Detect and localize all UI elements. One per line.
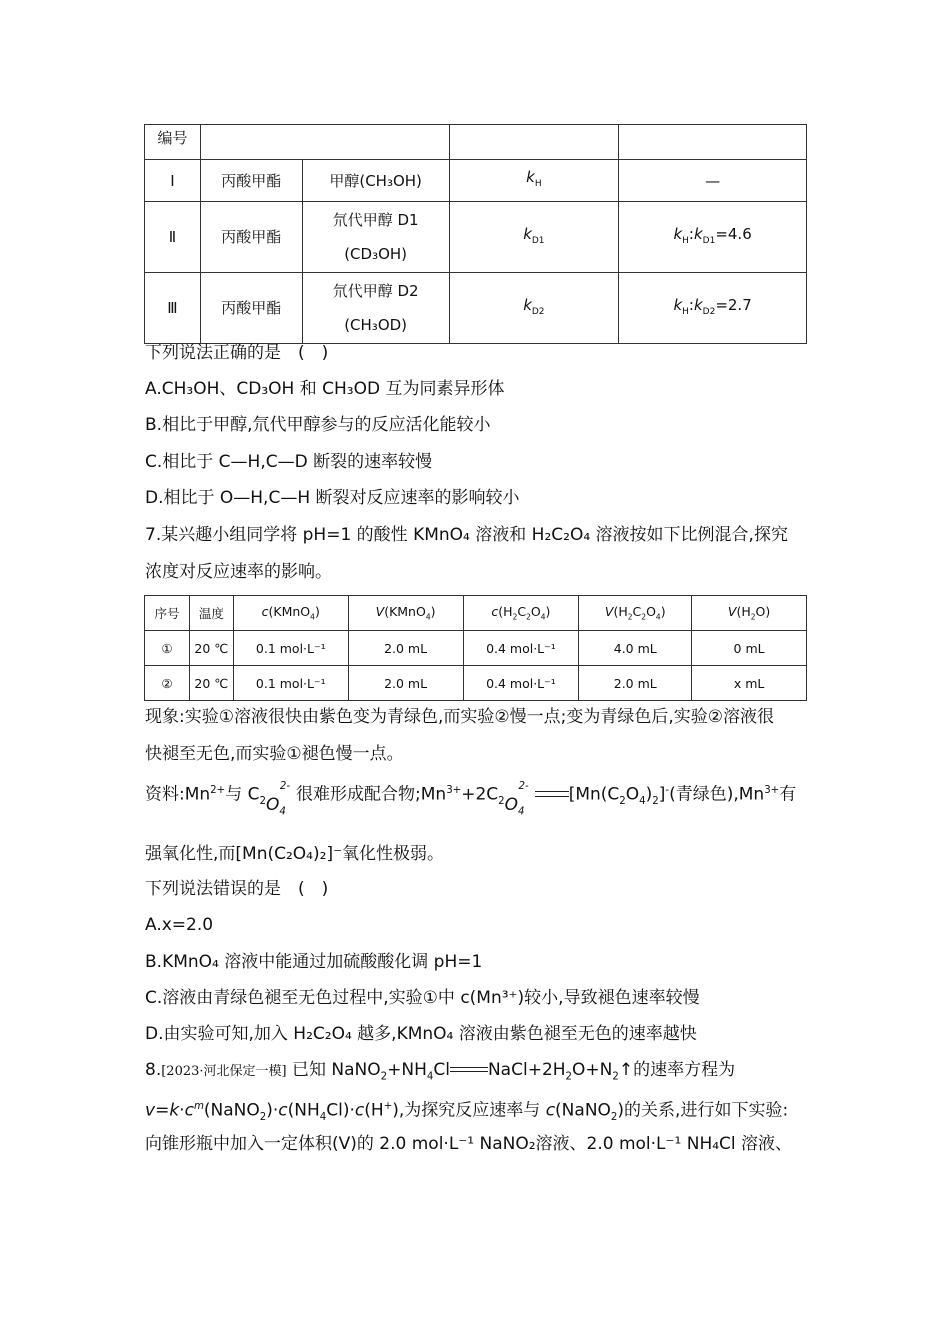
table1-cell: 丙酸甲酯: [200, 160, 302, 202]
table1-cell-text: 氘代甲醇 D1: [332, 211, 419, 229]
q6-option-a: A.CH₃OH、CD₃OH 和 CH₃OD 互为同素异形体: [145, 379, 505, 399]
table1-cell-text: 氘代甲醇 D2: [332, 282, 419, 300]
table2-cell: 20 ℃: [189, 666, 233, 701]
reaction-equals-sign: [450, 1065, 488, 1075]
q8-stem-line2: $v=k\cdot c^m(NaNO_2)\cdot c(NH_4Cl)\cdot c(H^+)$,为探究反应速率与 c(NaNO$_2$)的关系,进行如下实验:: [145, 1100, 789, 1124]
q8-stem-line1: 8.[2023·河北保定一模] 已知 $NaNO_2+NH_4Cl$ $NaCl+2H_2O+N_2↑$的速率方程为: [145, 1060, 736, 1083]
table2-cell: 0.1 mol·L⁻¹: [233, 631, 348, 666]
table2-header-c-kmno4: c(KMnO$_4$): [233, 596, 348, 631]
table1-cell: Ⅱ: [145, 202, 201, 273]
q7-option-b: B.KMnO₄ 溶液中能通过加硫酸酸化调 pH=1: [145, 952, 483, 972]
q7-option-c: C.溶液由青绿色褪至无色过程中,实验①中 c(Mn³⁺)较小,导致褪色速率较慢: [145, 988, 700, 1008]
q6-option-d: D.相比于 O—H,C—H 断裂对反应速率的影响较小: [145, 488, 520, 508]
table2-header-v-kmno4: V(KMnO$_4$): [348, 596, 463, 631]
experiment-table: [144, 595, 807, 701]
isotope-rate-table: [144, 124, 807, 344]
table1-cell: 丙酸甲酯: [200, 202, 302, 273]
table1-cell-text: (CD₃OH): [344, 245, 408, 263]
table1-cell-kd1: $k_{D1}$: [449, 202, 619, 273]
q7-stem: 下列说法错误的是 ( ): [145, 879, 329, 899]
table2-cell: 0.4 mol·L⁻¹: [463, 666, 579, 701]
q6-stem: 下列说法正确的是 ( ): [145, 343, 329, 363]
table1-cell-kh: $k_H$: [449, 160, 619, 202]
table2-cell: 4.0 mL: [579, 631, 692, 666]
table1-cell: Ⅰ: [145, 160, 201, 202]
q6-option-b: B.相比于甲醇,氘代甲醇参与的反应活化能较小: [145, 415, 491, 435]
table1-cell: 甲醇(CH₃OH): [302, 160, 449, 202]
table1-header-empty: [200, 125, 449, 160]
table2-cell: ①: [145, 631, 190, 666]
table2-cell: 0.1 mol·L⁻¹: [233, 666, 348, 701]
table2-cell: 0 mL: [692, 631, 807, 666]
table2-cell: 2.0 mL: [348, 631, 463, 666]
q7-stem-line2: 浓度对反应速率的影响。: [145, 562, 332, 582]
q6-option-c: C.相比于 C—H,C—D 断裂的速率较慢: [145, 452, 433, 472]
q7-info-line1: 资料$:Mn^{2+}$与 $C_2O_4^{2-}$ 很难形成配合物$;Mn^{3+}+2C_2O_4^{2-}$ $[Mn(C_2O_4)_2]^-$(青绿色)$,Mn^{3+}$有: [145, 781, 797, 818]
table1-cell-kd2: $k_{D2}$: [449, 273, 619, 344]
equilibrium-arrow: [535, 789, 569, 801]
table2-cell: 2.0 mL: [579, 666, 692, 701]
table2-header: 温度: [189, 596, 233, 631]
q8-source: [2023·河北保定一模]: [161, 1064, 287, 1079]
table1-cell: Ⅲ: [145, 273, 201, 344]
table2-cell: 20 ℃: [189, 631, 233, 666]
q7-option-a: A.x=2.0: [145, 915, 214, 935]
q7-phenomenon-line2: 快褪至无色,而实验①褪色慢一点。: [145, 744, 404, 764]
table1-cell: —: [619, 160, 807, 202]
q7-phenomenon-line1: 现象:实验①溶液很快由紫色变为青绿色,而实验②慢一点;变为青绿色后,实验②溶液很: [145, 707, 774, 727]
table1-cell-d2: [302, 273, 449, 344]
table2-header: 序号: [145, 596, 190, 631]
q7-info-line2: 强氧化性,而[Mn(C₂O₄)₂]⁻氧化性极弱。: [145, 844, 445, 864]
table2-cell: x mL: [692, 666, 807, 701]
table2-cell: 0.4 mol·L⁻¹: [463, 631, 579, 666]
table2-header-v-h2c2o4: $V(H_2C_2O_4)$: [579, 596, 692, 631]
table2-cell: 2.0 mL: [348, 666, 463, 701]
table1-cell-text: (CH₃OD): [344, 316, 408, 334]
table1-header-number: 编号: [145, 125, 201, 160]
table1-cell-d1: [302, 202, 449, 273]
table2-header-v-h2o: $V(H_2O)$: [692, 596, 807, 631]
table1-cell-ratio1: $k_H:k_{D1}=4.6$: [619, 202, 807, 273]
table2-header-c-h2c2o4: $c(H_2C_2O_4)$: [463, 596, 579, 631]
table2-cell: ②: [145, 666, 190, 701]
q7-option-d: D.由实验可知,加入 H₂C₂O₄ 越多,KMnO₄ 溶液由紫色褪至无色的速率越快: [145, 1024, 697, 1044]
q7-stem-line1: 7.某兴趣小组同学将 pH=1 的酸性 KMnO₄ 溶液和 H₂C₂O₄ 溶液按如下比例混合,探究: [145, 525, 788, 545]
table1-cell: 丙酸甲酯: [200, 273, 302, 344]
q8-stem-line3: 向锥形瓶中加入一定体积(V)的 2.0 mol·L⁻¹ NaNO₂溶液、2.0 mol·L⁻¹ NH₄Cl 溶液、: [145, 1134, 793, 1154]
table1-header-empty: [449, 125, 619, 160]
table1-header-empty: [619, 125, 807, 160]
table1-cell-ratio2: $k_H:k_{D2}=2.7$: [619, 273, 807, 344]
